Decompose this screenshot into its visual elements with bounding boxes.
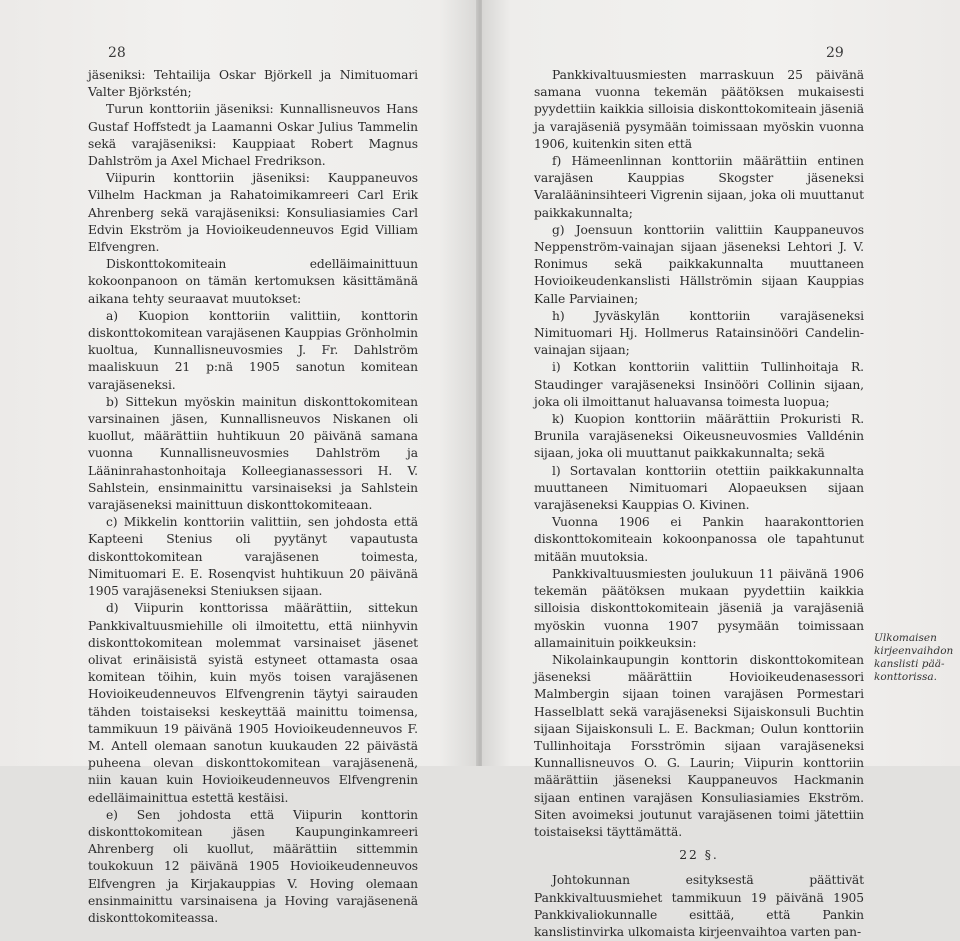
paragraph: Nikolainkaupungin konttorin diskonttokomitean jäseneksi määrättiin Hovioikeudenasessori Malmbergin sijaan toinen varajäsen Pormestari Hasselblatt sekä varajäseneksi Sijaiskonsuli Buchtin sijaan Sijaiskonsuli L. E. Backman; Oulun konttoriin Tullinhoitaja Forsströmin sijaan varajäseneksi Kunnallisneuvos O. G. Laurin; Viipurin konttoriin määrättiin jäseneksi Kauppaneuvos Hackmanin sijaan entinen varajäsen Konsuliasiamies Ekström. Siten avoimeksi joutunut varajäsenen toimi jätettiin toistaiseksi täyttämättä.	[534, 652, 864, 839]
page-number-right: 29	[826, 45, 844, 61]
paragraph: f) Hämeenlinnan konttoriin määrättiin entinen varajäsen Kauppias Skogster jäseneksi Varalääninsihteeri Vigrenin sijaan, joka oli muuttanut paikkakunnalta;	[534, 154, 864, 220]
paragraph: i) Kotkan konttoriin valittiin Tullinhoitaja R. Staudinger varajäseneksi Insinööri Collinin sijaan, joka oli ilmoittanut haluavansa toimesta luopua;	[534, 360, 864, 409]
paragraph: Diskonttokomiteain edelläimainittuun kokoonpanoon on tämän kertomuksen käsittämänä aikana tehty seuraavat muutokset:	[88, 257, 418, 306]
left-page	[0, 0, 478, 925]
paragraph: Johtokunnan esityksestä päättivät Pankkivaltuusmiehet tammikuun 19 päivänä 1905 Pankkivaliokunnalle esittää, että Pankin kanslistinvirka ulkomaista kirjeenvaihtoa varten pan-	[534, 873, 864, 939]
paragraph: e) Sen johdosta että Viipurin konttorin diskonttokomitean jäsen Kaupunginkamreeri Ahrenberg oli kuollut, määrättiin sittemmin toukokuun 12 päivänä 1905 Hovioikeudenneuvos Elfvengren ja Kirjakauppias V. Hoving olemaan ensinmainittu varsinaisena ja Hoving varajäsenenä diskonttokomiteassa.	[88, 807, 418, 925]
margin-note-line: kirjeenvaihdon	[874, 645, 954, 657]
paragraph: Pankkivaltuusmiesten marraskuun 25 päivänä samana vuonna tekemän päätöksen mukaisesti pyydettiin kaikkia silloisia diskonttokomiteain jäseniä ja varajäseniä pysymään toimissaan myöskin vuonna 1906, kuitenkin siten että	[534, 68, 864, 151]
paragraph: h) Jyväskylän konttoriin varajäseneksi Nimituomari Hj. Hollmerus Ratainsinööri Candelin-vainajan sijaan;	[534, 308, 864, 358]
paragraph: Pankkivaltuusmiesten joulukuun 11 päivänä 1906 tekemän päätöksen mukaan pyydettiin kaikkia silloisia diskonttokomiteain jäseniä ja varajäseniä myöskin vuonna 1907 pysymään toimissaan allamainituin poikkeuksin:	[534, 566, 864, 650]
paragraph: a) Kuopion konttoriin valittiin, konttorin diskonttokomitean varajäsenen Kauppias Grönholmin kuoltua, Kunnallisneuvosmies J. Fr. Dahlström maaliskuun 21 p:nä 1905 sanotun komitean varajäseneksi.	[88, 308, 418, 392]
paragraph: Turun konttoriin jäseniksi: Kunnallisneuvos Hans Gustaf Hoffstedt ja Laamanni Oskar Julius Tammelin sekä varajäseniksi: Kauppiaat Robert Magnus Dahlström ja Axel Michael Fredrikson.	[88, 102, 418, 169]
paragraph: c) Mikkelin konttoriin valittiin, sen johdosta että Kapteeni Stenius oli pyytänyt vapautusta diskonttokomitean varajäsenen toimesta, Nimituomari E. E. Rosenqvist huhtikuun 20 päivänä 1905 varajäseneksi Steniuksen sijaan.	[88, 515, 418, 599]
paragraph: Vuonna 1906 ei Pankin haarakonttorien diskonttokomiteain kokoonpanossa ole tapahtunut mitään muutoksia.	[534, 515, 864, 564]
paragraph: jäseniksi: Tehtailija Oskar Björkell ja Nimituomari Valter Björkstén;	[88, 68, 418, 100]
right-page-text	[534, 67, 864, 941]
section-heading: 22 §.	[679, 848, 719, 863]
left-page-text	[88, 67, 418, 927]
page-number-left: 28	[108, 45, 126, 61]
margin-note-line: Ulkomaisen	[874, 632, 937, 644]
paragraph: g) Joensuun konttoriin valittiin Kauppaneuvos Neppenström-vainajan sijaan jäseneksi Lehtori J. V. Ronimus sekä paikkakunnalta muuttaneen Hovioikeudenkanslisti Hällströmin sijaan Kauppias Kalle Parviainen;	[534, 222, 864, 306]
margin-note	[874, 632, 954, 684]
margin-note-line: konttorissa.	[874, 671, 937, 683]
paragraph: Viipurin konttoriin jäseniksi: Kauppaneuvos Vilhelm Hackman ja Rahatoimikamreeri Carl Erik Ahrenberg sekä varajäseniksi: Konsuliasiamies Carl Edvin Ekström ja Hovioikeudenneuvos Egid Villiam Elfvengren.	[88, 171, 418, 255]
paragraph: k) Kuopion konttoriin määrättiin Prokuristi R. Brunila varajäseneksi Oikeusneuvosmies Valldénin sijaan, joka oli muuttanut paikkakunnalta; sekä	[534, 412, 864, 461]
paragraph: l) Sortavalan konttoriin otettiin paikkakunnalta muuttaneen Nimituomari Alopaeuksen sijaan varajäseneksi Kauppias O. Kivinen.	[534, 463, 864, 513]
right-page	[482, 0, 960, 939]
paragraph: b) Sittekun myöskin mainitun diskonttokomitean varsinainen jäsen, Kunnallisneuvos Niskanen oli kuollut, määrättiin huhtikuun 20 päivänä samana vuonna Kunnallisneuvosmies Dahlström ja Lääninrahastonhoitaja Kolleegianassessori H. V. Sahlstein, ensinmainittu varsinaiseksi ja Sahlstein varajäseneksi mainittuun diskonttokomiteaan.	[88, 394, 418, 513]
margin-note-line: kanslisti pää-	[874, 658, 945, 670]
paragraph: d) Viipurin konttorissa määrättiin, sittekun Pankkivaltuusmiehille oli ilmoitettu, että niinhyvin diskonttokomitean molemmat varsinaiset jäsenet olivat erinäisistä syistä estyneet ottamasta osaa komitean töihin, kuin myös toisen varajäsenen Hovioikeudenneuvos Elfvengrenin täytyi sairauden tähden toistaiseksi keskeyttää mainittu toimensa, tammikuun 19 päivänä 1905 Hovioikeudenneuvos F. M. Antell olemaan sanotun kuukauden 22 päivästä puheena olevan diskonttokomitean varajäsenenä, niin kauan kuin Hovioikeudenneuvos Elfvengrenin edelläimainittua estettä kestäisi.	[88, 601, 418, 805]
